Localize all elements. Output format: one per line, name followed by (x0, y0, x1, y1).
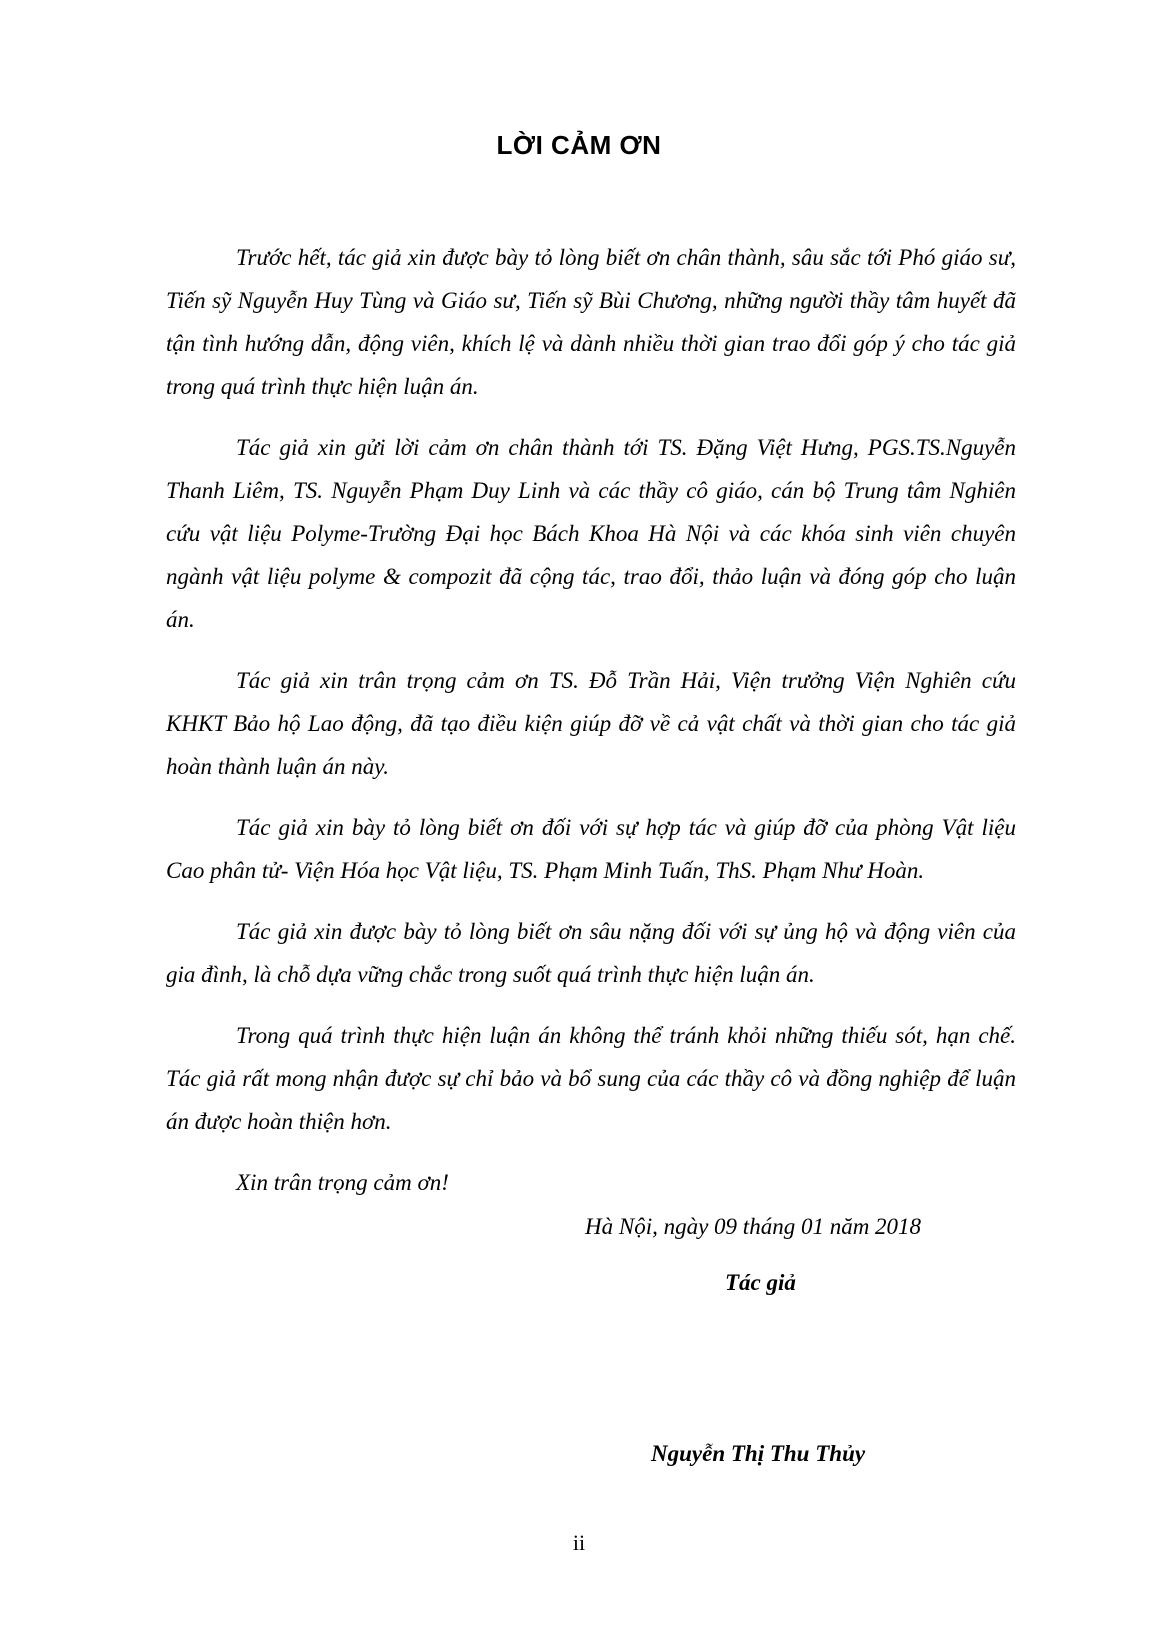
place-date: Hà Nội, ngày 09 tháng 01 năm 2018 (585, 1214, 922, 1239)
paragraph-2: Tác giả xin gửi lời cảm ơn chân thành tới TS. Đặng Việt Hưng, PGS.TS.Nguyễn Thanh Liêm, TS. Nguyễn Phạm Duy Linh và các thầy cô giáo, cán bộ Trung tâm Nghiên cứu vật liệu Polyme-Trường Đại học Bách Khoa Hà Nội và các khóa sinh viên chuyên ngành vật liệu polyme & compozit đã cộng tác, trao đổi, thảo luận và đóng góp cho luận án. (166, 435, 1016, 632)
paragraph-1: Trước hết, tác giả xin được bày tỏ lòng biết ơn chân thành, sâu sắc tới Phó giáo sư, Tiến sỹ Nguyễn Huy Tùng và Giáo sư, Tiến sỹ Bùi Chương, những người thầy tâm huyết đã tận tình hướng dẫn, động viên, khích lệ và dành nhiều thời gian trao đổi góp ý cho tác giả trong quá trình thực hiện luận án. (166, 245, 1016, 399)
paragraph-3: Tác giả xin trân trọng cảm ơn TS. Đỗ Trần Hải, Viện trưởng Viện Nghiên cứu KHKT Bảo hộ Lao động, đã tạo điều kiện giúp đỡ về cả vật chất và thời gian cho tác giả hoàn thành luận án này. (166, 668, 1016, 779)
acknowledgement-body (166, 236, 1016, 1204)
page-number: ii (572, 1530, 586, 1555)
paragraph-5: Tác giả xin được bày tỏ lòng biết ơn sâu nặng đối với sự ủng hộ và động viên của gia đình, là chỗ dựa vững chắc trong suốt quá trình thực hiện luận án. (166, 919, 1016, 987)
author-label: Tác giả (725, 1270, 796, 1295)
page-title: LỜI CẢM ƠN (496, 130, 662, 160)
closing-line: Xin trân trọng cảm ơn! (236, 1170, 449, 1195)
paragraph-6: Trong quá trình thực hiện luận án không thể tránh khỏi những thiếu sót, hạn chế. Tác giả rất mong nhận được sự chỉ bảo và bổ sung của các thầy cô và đồng nghiệp để luận án được hoàn thiện hơn. (166, 1023, 1016, 1134)
paragraph-4: Tác giả xin bày tỏ lòng biết ơn đối với sự hợp tác và giúp đỡ của phòng Vật liệu Cao phân tử- Viện Hóa học Vật liệu, TS. Phạm Minh Tuấn, ThS. Phạm Như Hoàn. (166, 815, 1016, 883)
author-name: Nguyễn Thị Thu Thủy (651, 1441, 866, 1466)
